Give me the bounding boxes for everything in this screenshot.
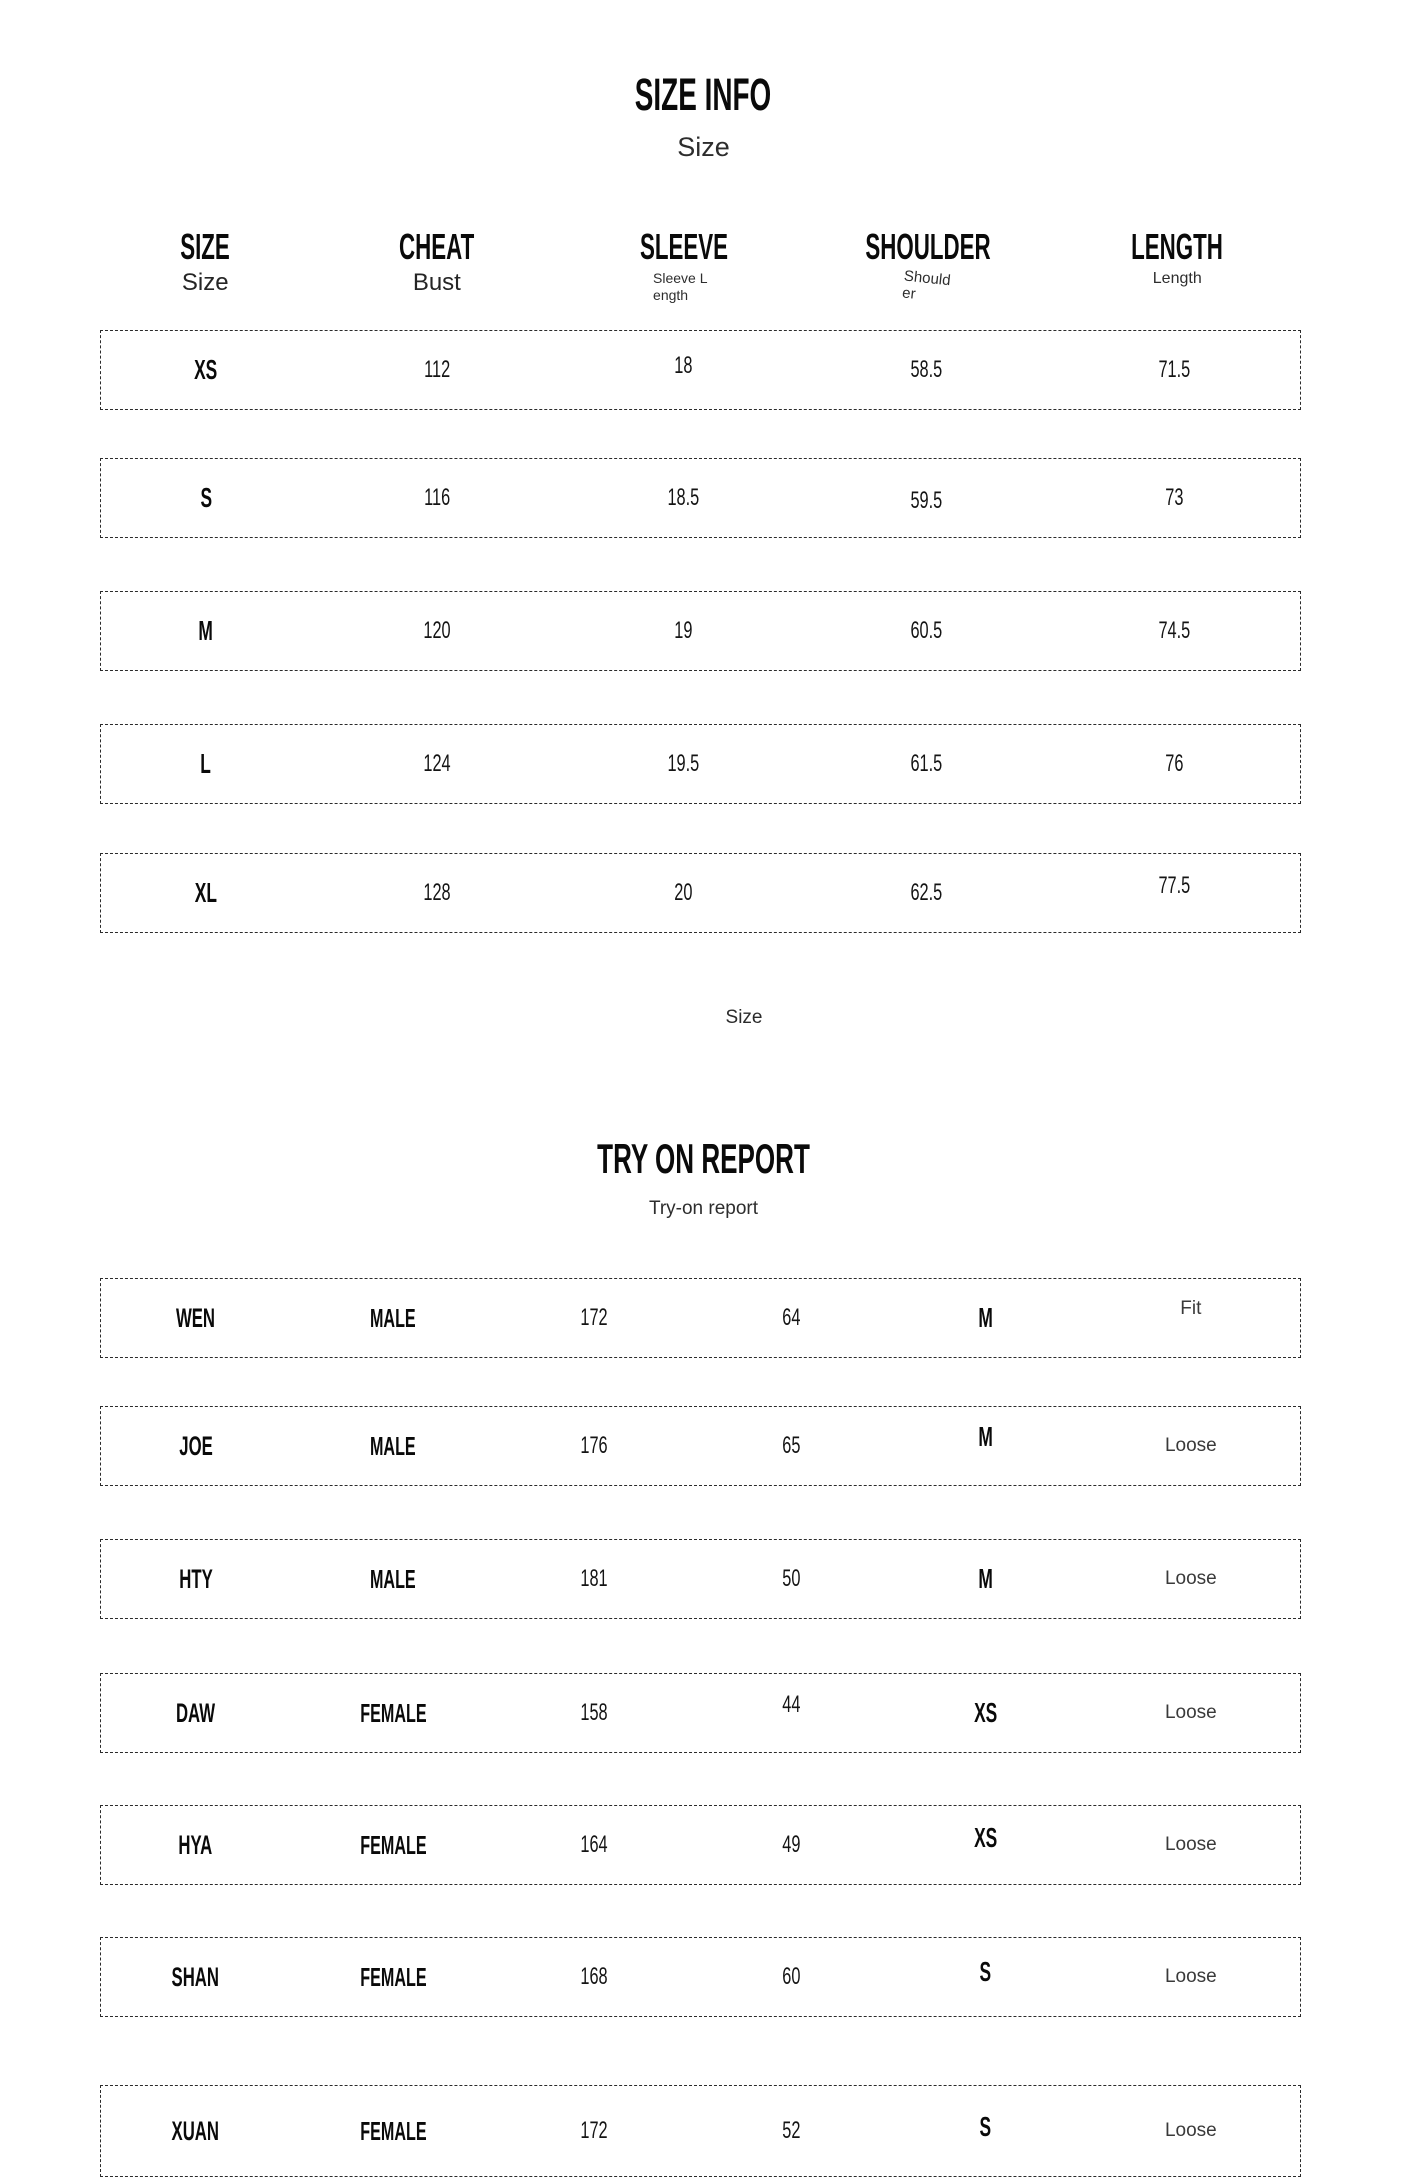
size-row-l xyxy=(100,724,1301,804)
size-value: XL xyxy=(194,877,217,908)
size-value: XS xyxy=(194,354,218,385)
size-row-xs xyxy=(100,330,1301,410)
tester-name: HYA xyxy=(178,1829,213,1860)
bust-value: 112 xyxy=(423,356,450,383)
tester-gender: MALE xyxy=(370,1302,416,1333)
header-length-sub: Length xyxy=(1152,270,1202,287)
length-value: 74.5 xyxy=(1158,617,1191,644)
shoulder-value: 62.5 xyxy=(910,879,943,906)
size-value: M xyxy=(198,615,214,646)
tester-name: SHAN xyxy=(171,1961,220,1992)
try-on-row-xuan xyxy=(100,2085,1301,2177)
tester-weight: 44 xyxy=(781,1691,801,1718)
try-on-row-hty xyxy=(100,1539,1301,1619)
shoulder-value: 59.5 xyxy=(910,487,943,514)
tester-name: WEN xyxy=(176,1302,216,1333)
tester-fit: Loose xyxy=(1164,2120,1217,2141)
size-info-subtitle: Size xyxy=(677,132,730,162)
tester-gender: FEMALE xyxy=(359,2115,427,2146)
try-on-title-text: TRY ON REPORT xyxy=(597,1135,810,1182)
tester-size: M xyxy=(977,1421,993,1452)
tester-height: 172 xyxy=(580,1304,608,1331)
shoulder-value: 58.5 xyxy=(910,356,943,383)
tester-height: 172 xyxy=(580,2117,608,2144)
length-value: 73 xyxy=(1165,484,1184,511)
tester-weight: 60 xyxy=(781,1963,801,1990)
tester-height: 164 xyxy=(580,1831,608,1858)
tester-height: 168 xyxy=(580,1963,608,1990)
tester-gender: FEMALE xyxy=(359,1829,427,1860)
try-on-row-joe xyxy=(100,1406,1301,1486)
tester-weight: 64 xyxy=(781,1304,801,1331)
sleeve-value: 18.5 xyxy=(667,484,699,511)
size-value: L xyxy=(200,748,212,779)
size-table-header xyxy=(100,226,1303,304)
shoulder-value: 60.5 xyxy=(910,617,943,644)
size-value: S xyxy=(200,482,212,513)
sleeve-value: 19 xyxy=(674,617,693,644)
tester-gender: FEMALE xyxy=(359,1697,427,1728)
try-on-subtitle: Try-on report xyxy=(648,1198,759,1219)
tester-name: XUAN xyxy=(171,2115,220,2146)
header-bust xyxy=(311,226,564,304)
header-shoulder-label: SHOULDER xyxy=(865,226,991,267)
tester-size: M xyxy=(977,1563,993,1594)
tester-fit: Loose xyxy=(1164,1966,1217,1987)
tester-gender: MALE xyxy=(370,1430,416,1461)
tester-fit: Loose xyxy=(1164,1702,1217,1723)
tester-size: XS xyxy=(973,1822,997,1853)
header-size-label: SIZE xyxy=(180,226,231,267)
length-value: 71.5 xyxy=(1158,356,1191,383)
tester-weight: 52 xyxy=(781,2117,801,2144)
tester-name: JOE xyxy=(178,1430,213,1461)
shoulder-value: 61.5 xyxy=(910,750,943,777)
header-sleeve xyxy=(563,226,805,304)
try-on-row-daw xyxy=(100,1673,1301,1753)
tester-weight: 50 xyxy=(781,1565,801,1592)
sleeve-value: 19.5 xyxy=(667,750,699,777)
try-on-row-hya xyxy=(100,1805,1301,1885)
tester-weight: 65 xyxy=(781,1432,801,1459)
header-sleeve-label: SLEEVE xyxy=(639,226,729,267)
size-section-footer-label: Size xyxy=(725,1007,763,1028)
header-sleeve-sub: Sleeve Length xyxy=(653,270,708,303)
tester-size: XS xyxy=(973,1697,997,1728)
header-bust-sub: Bust xyxy=(412,269,461,296)
tester-fit: Loose xyxy=(1164,1435,1217,1456)
tester-height: 181 xyxy=(580,1565,608,1592)
header-bust-label: CHEAT xyxy=(399,226,475,267)
header-shoulder xyxy=(805,226,1052,304)
size-info-title xyxy=(0,70,1407,120)
tester-height: 158 xyxy=(580,1699,608,1726)
size-row-s xyxy=(100,458,1301,538)
tester-height: 176 xyxy=(580,1432,608,1459)
bust-value: 116 xyxy=(423,484,450,511)
bust-value: 124 xyxy=(423,750,451,777)
size-info-title-text: SIZE INFO xyxy=(635,69,772,120)
tester-fit: Loose xyxy=(1164,1568,1217,1589)
tester-fit: Fit xyxy=(1180,1298,1202,1319)
tester-name: HTY xyxy=(178,1563,213,1594)
try-on-row-shan xyxy=(100,1937,1301,2017)
tester-gender: MALE xyxy=(370,1563,416,1594)
tester-name: DAW xyxy=(176,1697,216,1728)
tester-gender: FEMALE xyxy=(359,1961,427,1992)
bust-value: 120 xyxy=(423,617,451,644)
tester-weight: 49 xyxy=(781,1831,801,1858)
try-on-row-wen xyxy=(100,1278,1301,1358)
try-on-title xyxy=(0,1134,1407,1184)
sleeve-value: 18 xyxy=(674,352,693,379)
header-length xyxy=(1052,226,1303,304)
length-value: 77.5 xyxy=(1158,872,1191,899)
tester-size: M xyxy=(977,1302,993,1333)
header-shoulder-sub: Shoulder xyxy=(901,267,952,303)
header-length-label: LENGTH xyxy=(1131,226,1224,267)
sleeve-value: 20 xyxy=(674,879,693,906)
size-row-m xyxy=(100,591,1301,671)
header-size-sub: Size xyxy=(181,269,229,296)
length-value: 76 xyxy=(1165,750,1184,777)
tester-size: S xyxy=(979,1956,992,1987)
tester-size: S xyxy=(979,2111,992,2142)
bust-value: 128 xyxy=(423,879,451,906)
size-row-xl xyxy=(100,853,1301,933)
tester-fit: Loose xyxy=(1164,1834,1217,1855)
header-size xyxy=(100,226,311,304)
